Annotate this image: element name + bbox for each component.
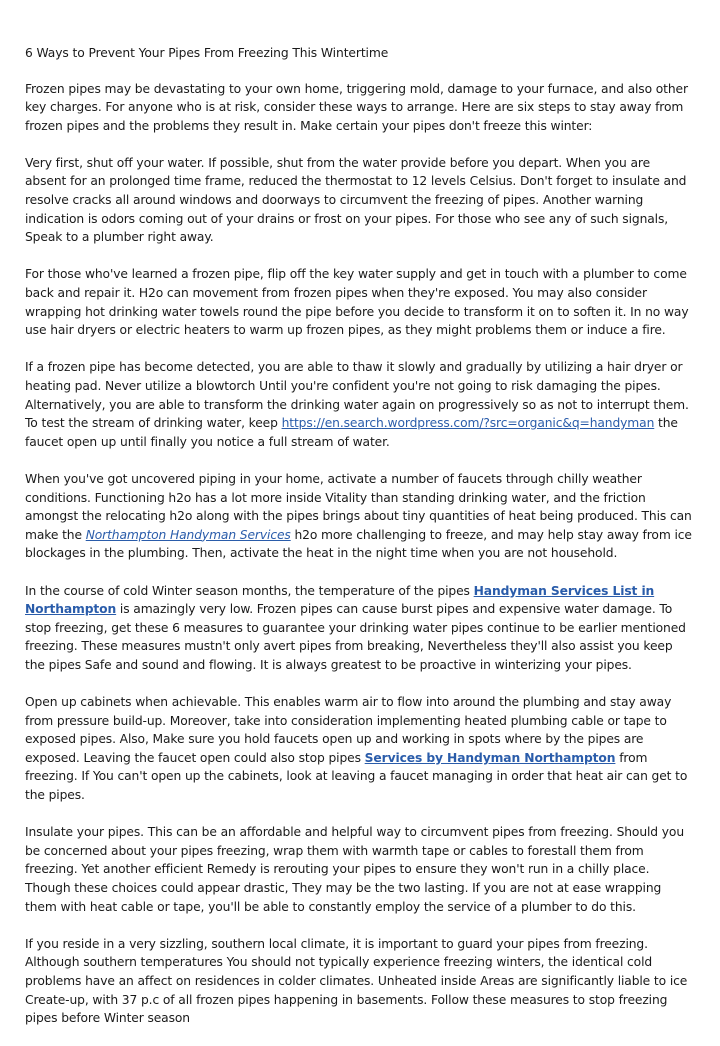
paragraph-intro: Frozen pipes may be devastating to your own home, triggering mold, damage to your furnace, and also other key charges. For anyone who is at risk, consider these ways to arrange. Here are six steps to stay away from frozen pipes and the problems they result in. Make certain your pipes don't freeze this winter: (25, 81, 688, 133)
northampton-handyman-services-link[interactable]: Northampton Handyman Services (85, 527, 291, 542)
paragraph-text: In the course of cold Winter season months, the temperature of the pipes (25, 583, 474, 598)
paragraph-thaw-slowly (25, 358, 693, 451)
paragraph-frozen-pipe-found: For those who've learned a frozen pipe, flip off the key water supply and get in touch with a plumber to come back and repair it. H2o can movement from frozen pipes when they're exposed. You may also consider wrapping hot drinking water towels round the pipe before you decide to transform it on to soften it. In no way use hair dryers or electric heaters to warm up frozen pipes, as they might problems them or induce a fire. (25, 267, 689, 338)
paragraph-text: If a frozen pipe has become detected, you are able to thaw it slowly and gradually by utilizing a hair dryer or heating pad. Never utilize a blowtorch Until you're confident you're not going to risk damaging the pipes. Alternatively, you are able to transform the drinking water again on progressively so as not to interrupt them. To test the stream of drinking water, keep (25, 360, 689, 431)
paragraph-open-cabinets (25, 693, 693, 805)
document-title: 6 Ways to Prevent Your Pipes From Freezing This Wintertime (25, 46, 389, 60)
paragraph-insulate-pipes: Insulate your pipes. This can be an affordable and helpful way to circumvent pipes from freezing. Should you be concerned about your pipes freezing, wrap them with warmth tape or cables to forestall them from freezing. Yet another efficient Remedy is rerouting your pipes to ensure they won't run in a chilly place. Though these choices could appear drastic, They may be the two lasting. If you are not at ease wrapping them with heat cable or tape, you'll be able to constantly employ the service of a plumber to do this. (25, 825, 685, 914)
paragraph-text: When you've got uncovered piping in your home, activate a number of faucets through chilly weather conditions. Functioning h2o has a lot more inside Vitality than standing drinking water, and the friction amongst the relocating h2o along with the pipes brings about tiny quantities of heat being produced. This can make the (25, 471, 692, 542)
paragraph-southern-climate: If you reside in a very sizzling, southern local climate, it is important to guard your pipes from freezing. Although southern temperatures You should not typically experience freezing winters, the identical cold problems have an affect on residences in colder climates. Unheated inside Areas are significantly liable to ice Create-up, with 37 p.c of all frozen pipes happening in basements. Follow these measures to stop freezing pipes before Winter season (25, 936, 688, 1026)
paragraph-cold-winter-months (25, 582, 693, 675)
paragraph-text: the faucet open up until finally you notice a full stream of water. (25, 416, 678, 449)
paragraph-text: h2o more challenging to freeze, and may help stay away from ice blockages in the plumbing. Then, activate the heat in the night time when you are not household. (25, 527, 692, 561)
paragraph-activate-faucets (25, 470, 693, 563)
paragraph-text: Open up cabinets when achievable. This enables warm air to flow into around the plumbing and stay away from pressure build-up. Moreover, take into consideration implementing heated plumbing cable or tape to exposed pipes. Also, Make sure you hold faucets open up and working in spots where by the pipes are exposed. Leaving the faucet open could also stop pipes (25, 695, 672, 765)
services-by-handyman-link[interactable]: Services by Handyman Northampton (364, 750, 616, 765)
article-body (25, 44, 693, 1046)
paragraph-text: from freezing. If You can't open up the cabinets, look at leaving a faucet managing in order that heat air can get to the pipes. (25, 750, 688, 803)
handyman-services-list-link[interactable]: Handyman Services List in Northampton (25, 583, 655, 617)
paragraph-shut-off-water: Very first, shut off your water. If possible, shut from the water provide before you depart. When you are absent for an prolonged time frame, reduced the thermostat to 12 levels Celsius. Don't forget to insulate and resolve cracks all around windows and doorways to circumvent the freezing of pipes. Another warning indication is odors coming out of your drains or frost on your pipes. For those who see any of such signals, Speak to a plumber right away. (25, 155, 687, 245)
wordpress-search-link[interactable]: https://en.search.wordpress.com/?src=organic&q=handyman (281, 416, 655, 431)
paragraph-text: is amazingly very low. Frozen pipes can cause burst pipes and expensive water damage. To stop freezing, get these 6 measures to guarantee your drinking water pipes continue to be earlier mentioned freezing. These measures mustn't only avert pipes from breaking, Nevertheless they'll also assist you keep the pipes Safe and sound and flowing. It is always greatest to be proactive in winterizing your pipes. (25, 602, 686, 672)
